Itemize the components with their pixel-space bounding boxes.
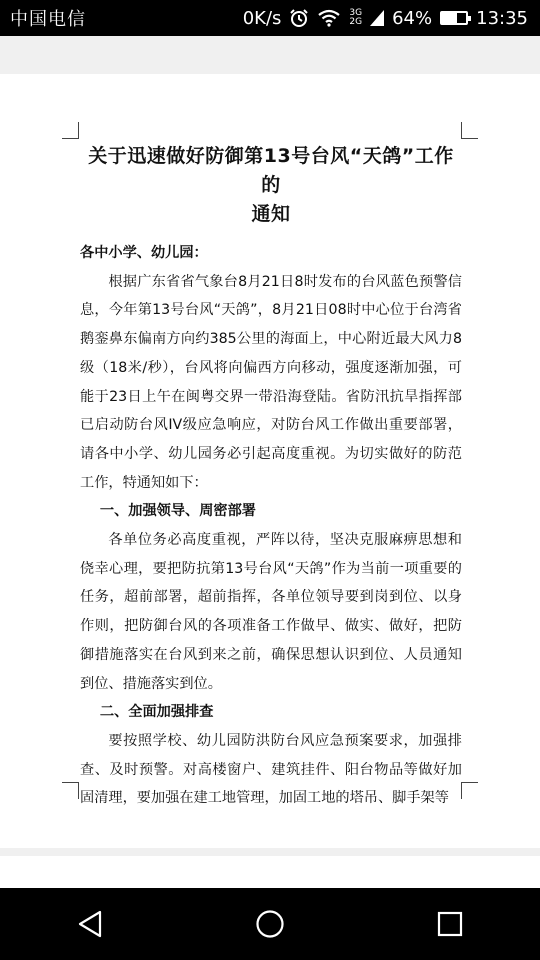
network-type-bottom: 2G [349, 17, 363, 27]
crop-mark-bottom-right [461, 782, 478, 799]
network-type-top: 3G [349, 8, 363, 18]
alarm-icon [289, 8, 309, 28]
clock: 13:35 [476, 7, 528, 29]
document-title-line1: 关于迅速做好防御第13号台风“天鸽”工作的 [88, 145, 454, 196]
battery-level [442, 13, 457, 23]
viewer-background-top [0, 36, 540, 74]
navigation-bar [0, 888, 540, 960]
section-heading-1: 一、加强领导、周密部署 [99, 503, 256, 520]
carrier-name: 中国电信 [10, 9, 86, 30]
section-heading-2: 二、全面加强排查 [99, 704, 214, 721]
home-button[interactable] [230, 894, 310, 954]
wifi-icon [317, 9, 341, 27]
document-content [80, 142, 462, 813]
status-indicators [243, 8, 528, 29]
document-page[interactable] [0, 74, 540, 848]
signal-icon [370, 10, 384, 26]
page-separator [0, 848, 540, 856]
status-bar [0, 0, 540, 36]
paragraph-1: 根据广东省省气象台8月21日8时发布的台风蓝色预警信息，今年第13号台风“天鸽”，8月21日08时中心位于台湾省鹅銮鼻东偏南方向约385公里的海面上，中心附近最大风力8级（18米/秒），台风将向偏西方向移动，强度逐渐加强，可能于23日上午在闽粤交界一带沿海登陆。省防汛抗旱指挥部已启动防台风IV级应急响应，对防台风工作做出重要部署，请各中小学、幼儿园务必引起高度重视。为切实做好的防范工作，特通知如下： [80, 273, 462, 491]
next-page-top[interactable] [0, 856, 540, 888]
paragraph-2: 各单位务必高度重视，严阵以待，坚决克服麻痹思想和侥幸心理，要把防抗第13号台风“天鸽”作为当前一项重要的任务，超前部署，超前指挥，各单位领导要到岗到位、以身作则，把防御台风的各项准备工作做早、做实、做好，把防御措施落实在台风到来之前，确保思想认识到位、人员通知到位、措施落实到位。 [80, 532, 462, 692]
battery-percent: 64% [392, 7, 433, 29]
battery-icon [440, 11, 468, 25]
recents-icon [437, 911, 463, 937]
network-type [349, 9, 362, 27]
recents-button[interactable] [410, 894, 490, 954]
crop-mark-top-right [461, 122, 478, 139]
salutation: 各中小学、幼儿园： [80, 245, 208, 261]
document-title [80, 142, 462, 229]
paragraph-3: 要按照学校、幼儿园防洪防台风应急预案要求，加强排查、及时预警。对高楼窗户、建筑挂件、阳台物品等做好加固清理，要加强在建工地管理，加固工地的塔吊、脚手架等 [80, 732, 462, 807]
back-button[interactable] [50, 894, 130, 954]
crop-mark-bottom-left [62, 782, 79, 799]
back-icon [77, 910, 103, 938]
document-title-line2: 通知 [251, 203, 291, 225]
home-icon [255, 909, 285, 939]
crop-mark-top-left [62, 122, 79, 139]
net-speed: 0K/s [242, 7, 282, 29]
